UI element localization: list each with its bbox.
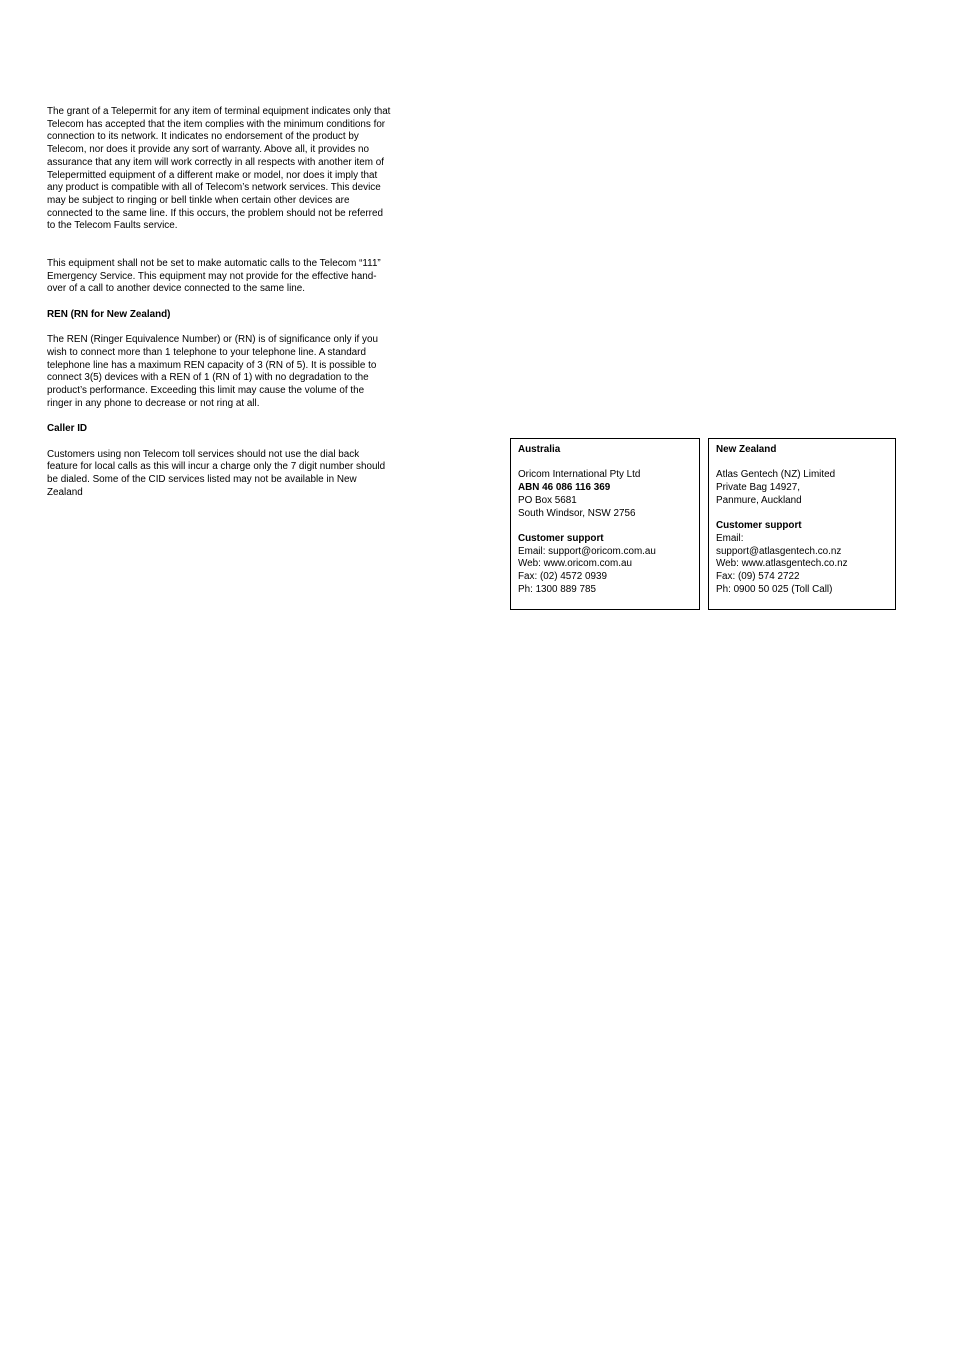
regulatory-text-column [47, 106, 391, 499]
new-zealand-support-heading: Customer support [716, 520, 802, 532]
ren-paragraph: The REN (Ringer Equivalence Number) or (RN) is of significance only if you wish to connect more than 1 telephone to your telephone line. A standard telephone line has a maximum REN capacity of 3 (RN of 5). It is possible to connect 3(5) devices with a REN of 1 (RN of 1) with no degradation to the product’s performance. Exceeding this limit may cause the volume of the ringer in any phone to decrease or not ring at all. [47, 334, 378, 409]
caller-id-heading: Caller ID [47, 423, 88, 435]
australia-support-heading: Customer support [518, 532, 604, 544]
new-zealand-address-line-2: Panmure, Auckland [716, 494, 802, 506]
spacer [518, 457, 692, 470]
australia-address-line-2: South Windsor, NSW 2756 [518, 507, 636, 519]
telepermit-paragraph: The grant of a Telepermit for any item of terminal equipment indicates only that Telecom has accepted that the item complies with the minimum conditions for connection to its network. It indicates no endorsement of the product by Telecom, nor does it provide any sort of warranty. Above all, it provides no assurance that any item will work correctly in all respects with another item of Telepermitted equipment of a different make or model, nor does it imply that any product is compatible with all of Telecom’s network services. This device may be subject to ringing or bell tinkle when certain other devices are connected to the same line. If this occurs, the problem should not be referred to the Telecom Faults service. [47, 106, 391, 232]
australia-fax: Fax: (02) 4572 0939 [518, 571, 607, 582]
new-zealand-email-label: Email: [716, 532, 744, 544]
spacer [716, 457, 888, 470]
australia-title: Australia [518, 444, 561, 455]
new-zealand-email: support@atlasgentech.co.nz [716, 545, 842, 557]
spacer [716, 508, 888, 521]
australia-contact-box [510, 438, 700, 610]
new-zealand-contact-box [708, 438, 896, 610]
new-zealand-title: New Zealand [716, 444, 777, 455]
spacer [518, 520, 692, 533]
australia-company: Oricom International Pty Ltd [518, 469, 641, 481]
australia-phone: Ph: 1300 889 785 [518, 583, 596, 595]
emergency-service-paragraph: This equipment shall not be set to make automatic calls to the Telecom “111” Emergency Service. This equipment may not provide for the effective hand-over of a call to another device connected to the same line. [47, 258, 381, 295]
new-zealand-fax: Fax: (09) 574 2722 [716, 571, 800, 582]
australia-abn: ABN 46 086 116 369 [518, 482, 611, 494]
new-zealand-company: Atlas Gentech (NZ) Limited [716, 469, 836, 481]
new-zealand-address-line-1: Private Bag 14927, [716, 482, 800, 494]
australia-web: Web: www.oricom.com.au [518, 558, 632, 570]
new-zealand-web: Web: www.atlasgentech.co.nz [716, 558, 848, 570]
australia-email: Email: support@oricom.com.au [518, 545, 656, 557]
new-zealand-phone: Ph: 0900 50 025 (Toll Call) [716, 583, 833, 595]
ren-heading: REN (RN for New Zealand) [47, 308, 171, 320]
caller-id-paragraph: Customers using non Telecom toll services should not use the dial back feature for local calls as this will incur a charge only the 7 digit number should be dialed. Some of the CID services listed may not be available in New Zealand [47, 448, 386, 498]
australia-address-line-1: PO Box 5681 [518, 494, 577, 506]
